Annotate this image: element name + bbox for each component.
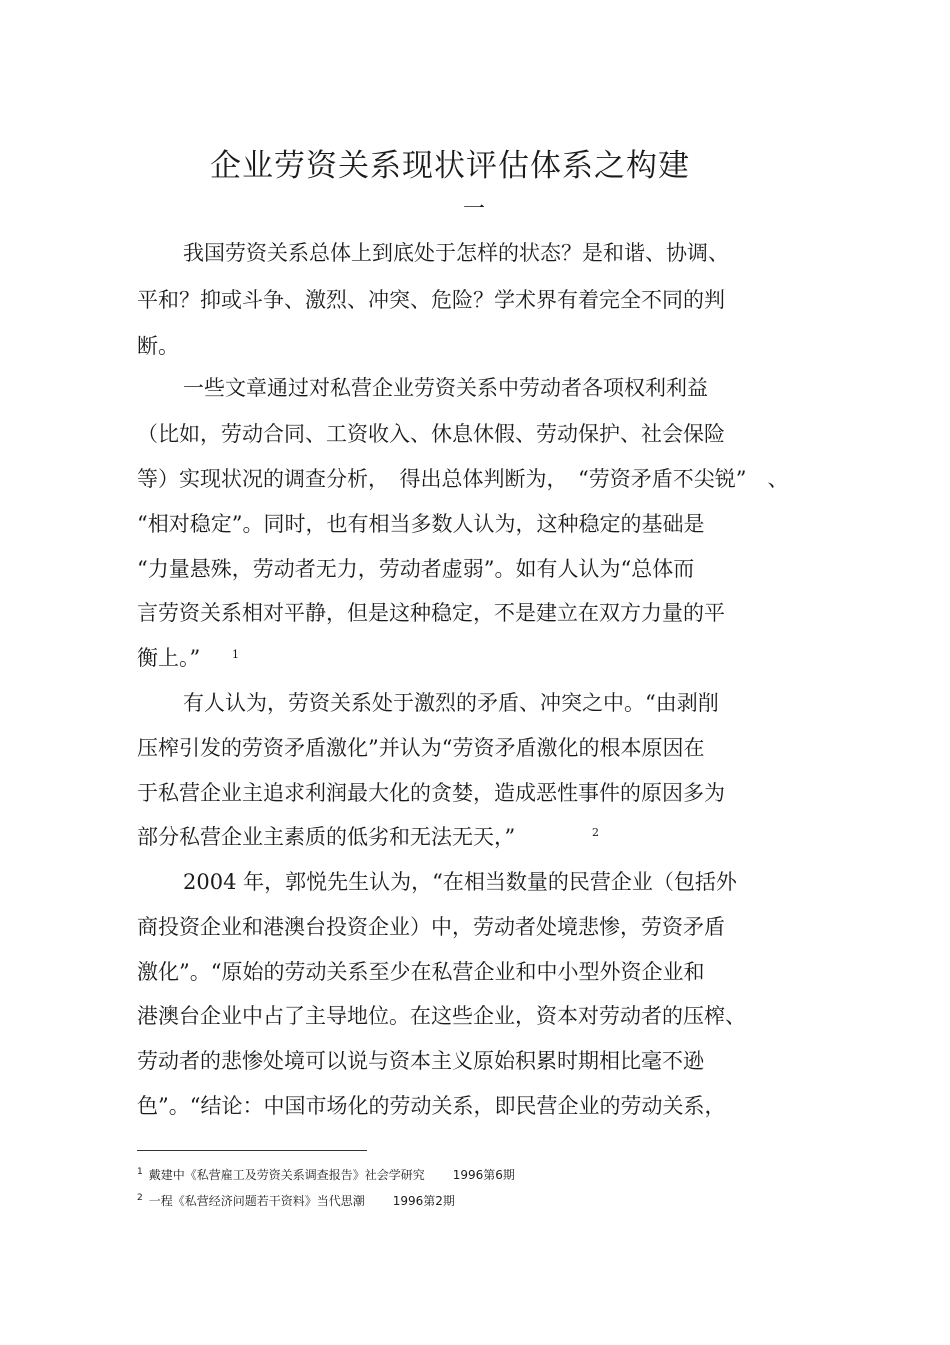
text-line: 断。 <box>137 334 179 358</box>
text-line: （比如，劳动合同、工资收入、休息休假、劳动保护、社会保险 <box>137 422 725 446</box>
footnote-text: 戴建中《私营雇工及劳资关系调查报告》社会学研究 <box>148 1168 425 1182</box>
text-line: 2004 年，郭悦先生认为，“在相当数量的民营企业（包括外 <box>183 870 737 894</box>
text-line: 言劳资关系相对平静，但是这种稳定，不是建立在双方力量的平 <box>137 601 725 625</box>
text-line: 于私营企业主追求利润最大化的贪婪，造成恶性事件的原因多为 <box>137 781 725 805</box>
footnote-ref[interactable]: 1 <box>232 648 239 661</box>
footnote <box>137 1166 515 1183</box>
section-number: 一 <box>463 197 486 222</box>
text-line: “相对稳定”。同时，也有相当多数人认为，这种稳定的基础是 <box>137 512 705 536</box>
footnote-text: 一程《私营经济问题若干资料》当代思潮 <box>148 1194 365 1208</box>
text-line: 我国劳资关系总体上到底处于怎样的状态？是和谐、协调、 <box>183 241 729 265</box>
text-line: 部分私营企业主素质的低劣和无法无天，” <box>137 825 516 849</box>
footnote-issue: 1996第2期 <box>392 1194 455 1208</box>
footnote <box>137 1192 455 1209</box>
footnote-mark: 2 <box>137 1193 143 1203</box>
text-line: 劳动者的悲惨处境可以说与资本主义原始积累时期相比毫不逊 <box>137 1049 704 1073</box>
footnote-ref[interactable]: 2 <box>592 826 599 839</box>
text-line: 压榨引发的劳资矛盾激化”并认为“劳资矛盾激化的根本原因在 <box>137 736 705 760</box>
footnote-issue: 1996第6期 <box>452 1168 515 1182</box>
text-line: 商投资企业和港澳台投资企业）中，劳动者处境悲惨，劳资矛盾 <box>137 915 725 939</box>
document-title: 企业劳资关系现状评估体系之构建 <box>210 148 690 184</box>
text-line: 激化”。“原始的劳动关系至少在私营企业和中小型外资企业和 <box>137 960 705 984</box>
text-line: 港澳台企业中占了主导地位。在这些企业，资本对劳动者的压榨、 <box>137 1004 746 1028</box>
text-line: 衡上。” <box>137 646 201 670</box>
text-line: 一些文章通过对私营企业劳资关系中劳动者各项权利利益 <box>183 376 708 400</box>
footnote-mark: 1 <box>137 1167 143 1177</box>
text-line: “力量悬殊，劳动者无力，劳动者虚弱”。如有人认为“总体而 <box>137 557 695 581</box>
text-line: 平和？抑或斗争、激烈、冲突、危险？学术界有着完全不同的判 <box>137 288 725 312</box>
text-line: 等）实现状况的调查分析， 得出总体判断为， “劳资矛盾不尖锐” 、 <box>137 467 789 491</box>
text-line: 色”。“结论：中国市场化的劳动关系，即民营企业的劳动关系， <box>137 1094 726 1118</box>
footnote-separator <box>137 1150 367 1151</box>
text-line: 有人认为，劳资关系处于激烈的矛盾、冲突之中。“由剥削 <box>183 691 719 715</box>
